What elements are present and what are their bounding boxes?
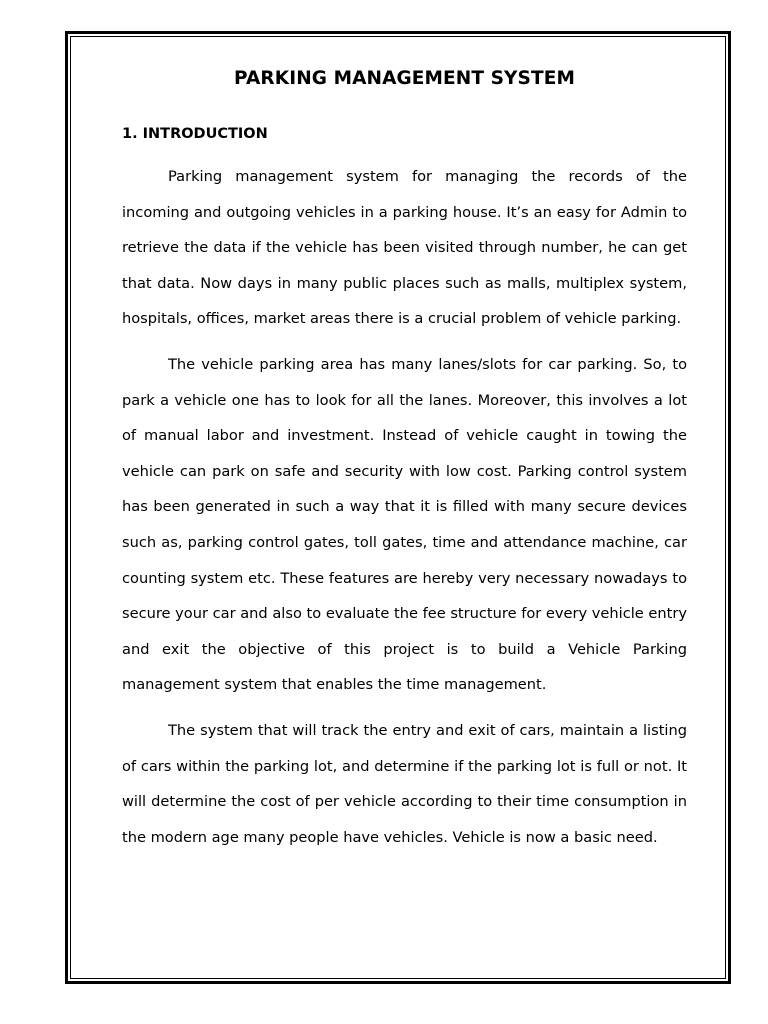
paragraph-2: The vehicle parking area has many lanes/slots for car parking. So, to park a vehicle one has to look for all the lanes. Moreover, this involves a lot of manual labor and investment. Instead of vehicle caught in towing the vehicle can park on safe and security with low cost. Parking control system has been generated in such a way that it is filled with many secure devices such as, parking control gates, toll gates, time and attendance machine, car counting system etc. These features are hereby very necessary nowadays to secure your car and also to evaluate the fee structure for every vehicle entry and exit the objective of this project is to build a Vehicle Parking management system that enables the time management. <box>122 355 687 694</box>
paragraph-3: The system that will track the entry and exit of cars, maintain a listing of cars within the parking lot, and determine if the parking lot is full or not. It will determine the cost of per vehicle according to their time consumption in the modern age many people have vehicles. Vehicle is now a basic need. <box>122 721 687 846</box>
section-heading: 1. INTRODUCTION <box>122 126 268 142</box>
paragraph-1: Parking management system for managing the records of the incoming and outgoing vehicles in a parking house. It’s an easy for Admin to retrieve the data if the vehicle has been visited through number, he can get that data. Now days in many public places such as malls, multiplex system, hospitals, offices, market areas there is a crucial problem of vehicle parking. <box>122 168 687 328</box>
document-body <box>122 60 687 855</box>
document-title: PARKING MANAGEMENT SYSTEM <box>234 68 575 89</box>
